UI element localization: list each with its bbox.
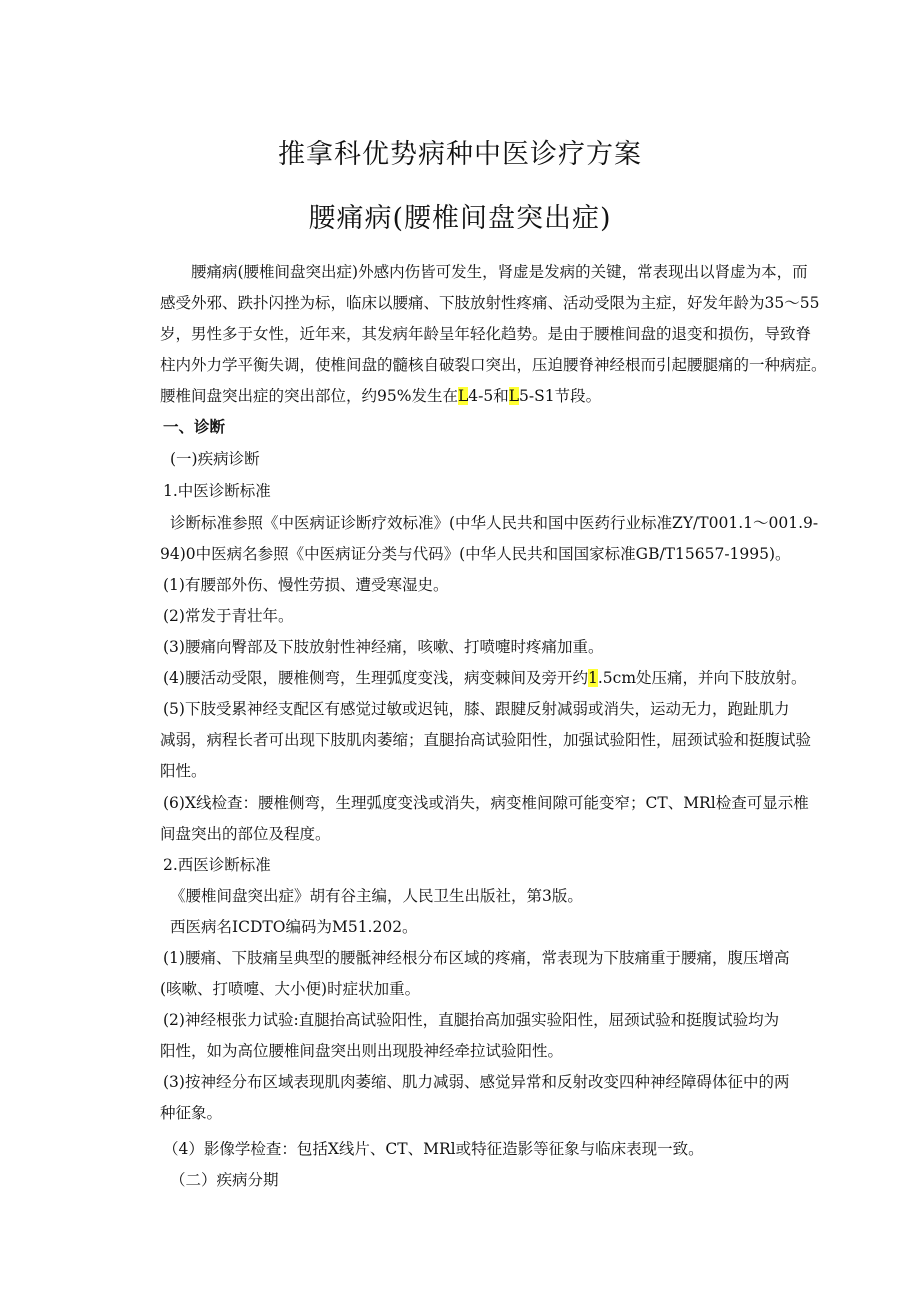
wm-icd-code: 西医病名ICDTO编码为M51.202。 <box>170 918 418 936</box>
document-subtitle: 腰痛病(腰椎间盘突出症) <box>308 203 612 234</box>
subsection-disease-staging: （二）疾病分期 <box>170 1171 279 1189</box>
intro-line-5-text-c: 4-5和 <box>468 387 509 405</box>
document-title: 推拿科优势病种中医诊疗方案 <box>278 139 642 170</box>
intro-line-1: 腰痛病(腰椎间盘突出症)外感内伤皆可发生，肾虚是发病的关键，常表现出以肾虚为本，而 <box>191 263 808 281</box>
intro-line-5-text-a: 腰椎间盘突出症的突出部位，约95%发生在 <box>160 387 458 405</box>
intro-line-3: 岁，男性多于女性，近年来，其发病年龄呈年轻化趋势。是由于腰椎间盘的退变和损伤，导致脊 <box>160 325 812 343</box>
criterion-4-text-a: (4)腰活动受限，腰椎侧弯，生理弧度变浅，病变棘间及旁开约 <box>163 669 588 687</box>
criterion-4 <box>163 667 807 689</box>
intro-line-4: 柱内外力学平衡失调，使椎间盘的髓核自破裂口突出，压迫腰脊神经根而引起腰腿痛的一种病症。 <box>160 356 827 374</box>
highlight-l4: L <box>457 387 469 405</box>
wm-reference: 《腰椎间盘突出症》胡有谷主编，人民卫生出版社，第3版。 <box>170 887 583 905</box>
wm-criterion-4: （4）影像学检查：包括X线片、CT、MRl或特征造影等征象与临床表现一致。 <box>163 1140 704 1158</box>
criterion-3: (3)腰痛向臀部及下肢放射性神经痛，咳嗽、打喷嚏时疼痛加重。 <box>163 638 604 656</box>
criterion-6-line-1: (6)X线检查：腰椎侧弯，生理弧度变浅或消失，病变椎间隙可能变窄；CT、MRl检查可显示椎 <box>163 794 809 812</box>
subsection-disease-diagnosis: (一)疾病诊断 <box>170 450 260 468</box>
highlight-1: 1 <box>587 669 598 687</box>
criterion-5-line-1: (5)下肢受累神经支配区有感觉过敏或迟钝，膝、跟腱反射减弱或消失，运动无力，跑趾肌力 <box>163 700 790 718</box>
highlight-l5: L <box>508 387 520 405</box>
intro-line-5-text-e: 5-S1节段。 <box>519 387 602 405</box>
criterion-5-line-3: 阳性。 <box>160 762 207 780</box>
section-diagnosis-heading: 一、诊断 <box>163 417 226 436</box>
criterion-2: (2)常发于青壮年。 <box>163 607 294 625</box>
intro-line-5 <box>160 385 601 407</box>
wm-criterion-3-line-2: 种征象。 <box>160 1104 223 1122</box>
criterion-6-line-2: 间盘突出的部位及程度。 <box>160 825 331 843</box>
criterion-1: (1)有腰部外伤、慢性劳损、遭受寒湿史。 <box>163 576 449 594</box>
wm-criterion-1-line-2: (咳嗽、打喷嚏、大小便)时症状加重。 <box>160 980 421 998</box>
intro-line-2: 感受外邪、跌扑闪挫为标，临床以腰痛、下肢放射性疼痛、活动受限为主症，好发年龄为35～55 <box>160 294 820 312</box>
tcm-criteria-line-2: 94)0中医病名参照《中医病证分类与代码》(中华人民共和国国家标准GB/T15657-1995)。 <box>160 545 791 563</box>
tcm-criteria-line-1: 诊断标准参照《中医病证诊断疗效标准》(中华人民共和国中医药行业标准ZY/T001.1～001.9- <box>170 514 819 532</box>
wm-criteria-heading: 2.西医诊断标准 <box>163 856 271 874</box>
wm-criterion-2-line-2: 阳性，如为高位腰椎间盘突出则出现股神经牵拉试验阳性。 <box>160 1042 564 1060</box>
wm-criterion-2-line-1: (2)神经根张力试验:直腿抬高试验阳性，直腿抬高加强实验阳性，屈颈试验和挺腹试验均为 <box>163 1011 780 1029</box>
wm-criterion-1-line-1: (1)腰痛、下肢痛呈典型的腰骶神经根分布区域的疼痛，常表现为下肢痛重于腰痛，腹压增高 <box>163 949 790 967</box>
criterion-4-text-c: .5cm处压痛，并向下肢放射。 <box>597 669 807 687</box>
criterion-5-line-2: 减弱，病程长者可出现下肢肌肉萎缩；直腿抬高试验阳性，加强试验阳性，屈颈试验和挺腹试验 <box>160 731 812 749</box>
tcm-criteria-heading: 1.中医诊断标准 <box>163 482 271 500</box>
wm-criterion-3-line-1: (3)按神经分布区域表现肌肉萎缩、肌力减弱、感觉异常和反射改变四种神经障碍体征中的两 <box>163 1073 790 1091</box>
